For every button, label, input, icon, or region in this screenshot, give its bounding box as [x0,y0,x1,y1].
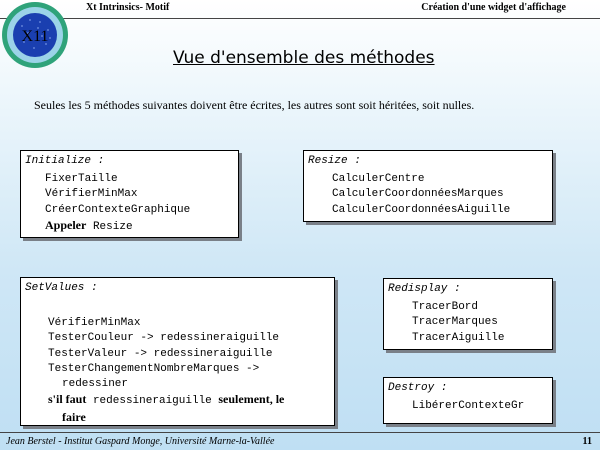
initialize-line: VérifierMinMax [45,188,138,201]
page-number: 11 [582,436,592,447]
page-title: Vue d'ensemble des méthodes [173,48,435,68]
setvalues-title: SetValues : [25,282,98,294]
initialize-box [20,150,239,238]
redisplay-line: TracerBord [412,301,479,313]
setvalues-line: TesterChangementNombreMarques -> [48,362,260,375]
initialize-title: Initialize : [25,155,105,167]
redisplay-lines [412,300,504,346]
redisplay-line: TracerAiguille [412,331,505,344]
resize-line: CalculerCoordonnéesAiguille [332,203,511,216]
initialize-lines [45,172,190,235]
redisplay-box [383,278,553,350]
redisplay-line: TracerMarques [412,316,498,329]
destroy-title: Destroy : [388,382,448,394]
note-code: redessineraiguille [92,395,212,408]
resize-box [303,150,553,222]
destroy-lines [412,399,524,414]
note-end: faire [62,409,86,424]
x11-logo-icon [0,0,70,70]
setvalues-line: TesterValeur -> redessineraiguille [48,347,273,360]
destroy-box [383,377,553,424]
appeler-target: Resize [92,220,133,233]
initialize-line: CréerContexteGraphique [45,203,191,216]
initialize-line: FixerTaille [45,173,118,185]
setvalues-line: VérifierMinMax [48,317,141,329]
initialize-appeler-line [45,218,190,235]
setvalues-note-end [48,410,284,427]
resize-line: CalculerCentre [332,173,425,185]
note-pre: s'il faut [48,392,87,407]
resize-line: CalculerCoordonnéesMarques [332,188,504,201]
note-post: seulement, le [218,392,285,407]
header-right-text: Création d'une widget d'affichage [421,2,566,13]
footer-author: Jean Berstel - Institut Gaspard Monge, Université Marne-la-Vallée [6,436,275,447]
setvalues-note-line [48,392,284,409]
setvalues-line: TesterCouleur -> redessineraiguille [48,332,280,345]
resize-title: Resize : [308,155,361,167]
setvalues-lines [48,316,284,427]
setvalues-line: redessiner [62,378,129,391]
destroy-line: LibérerContexteGr [412,400,525,412]
logo-text: X11 [21,28,49,45]
redisplay-title: Redisplay : [388,283,461,295]
slide-footer [0,432,600,451]
intro-text: Seules les 5 méthodes suivantes doivent être écrites, les autres sont soit héritées, soit nulles. [34,98,475,112]
header-left-text: Xt Intrinsics- Motif [86,2,170,13]
appeler-word: Appeler [45,217,87,232]
resize-lines [332,172,510,218]
slide-header [0,0,600,19]
setvalues-box [20,277,335,426]
